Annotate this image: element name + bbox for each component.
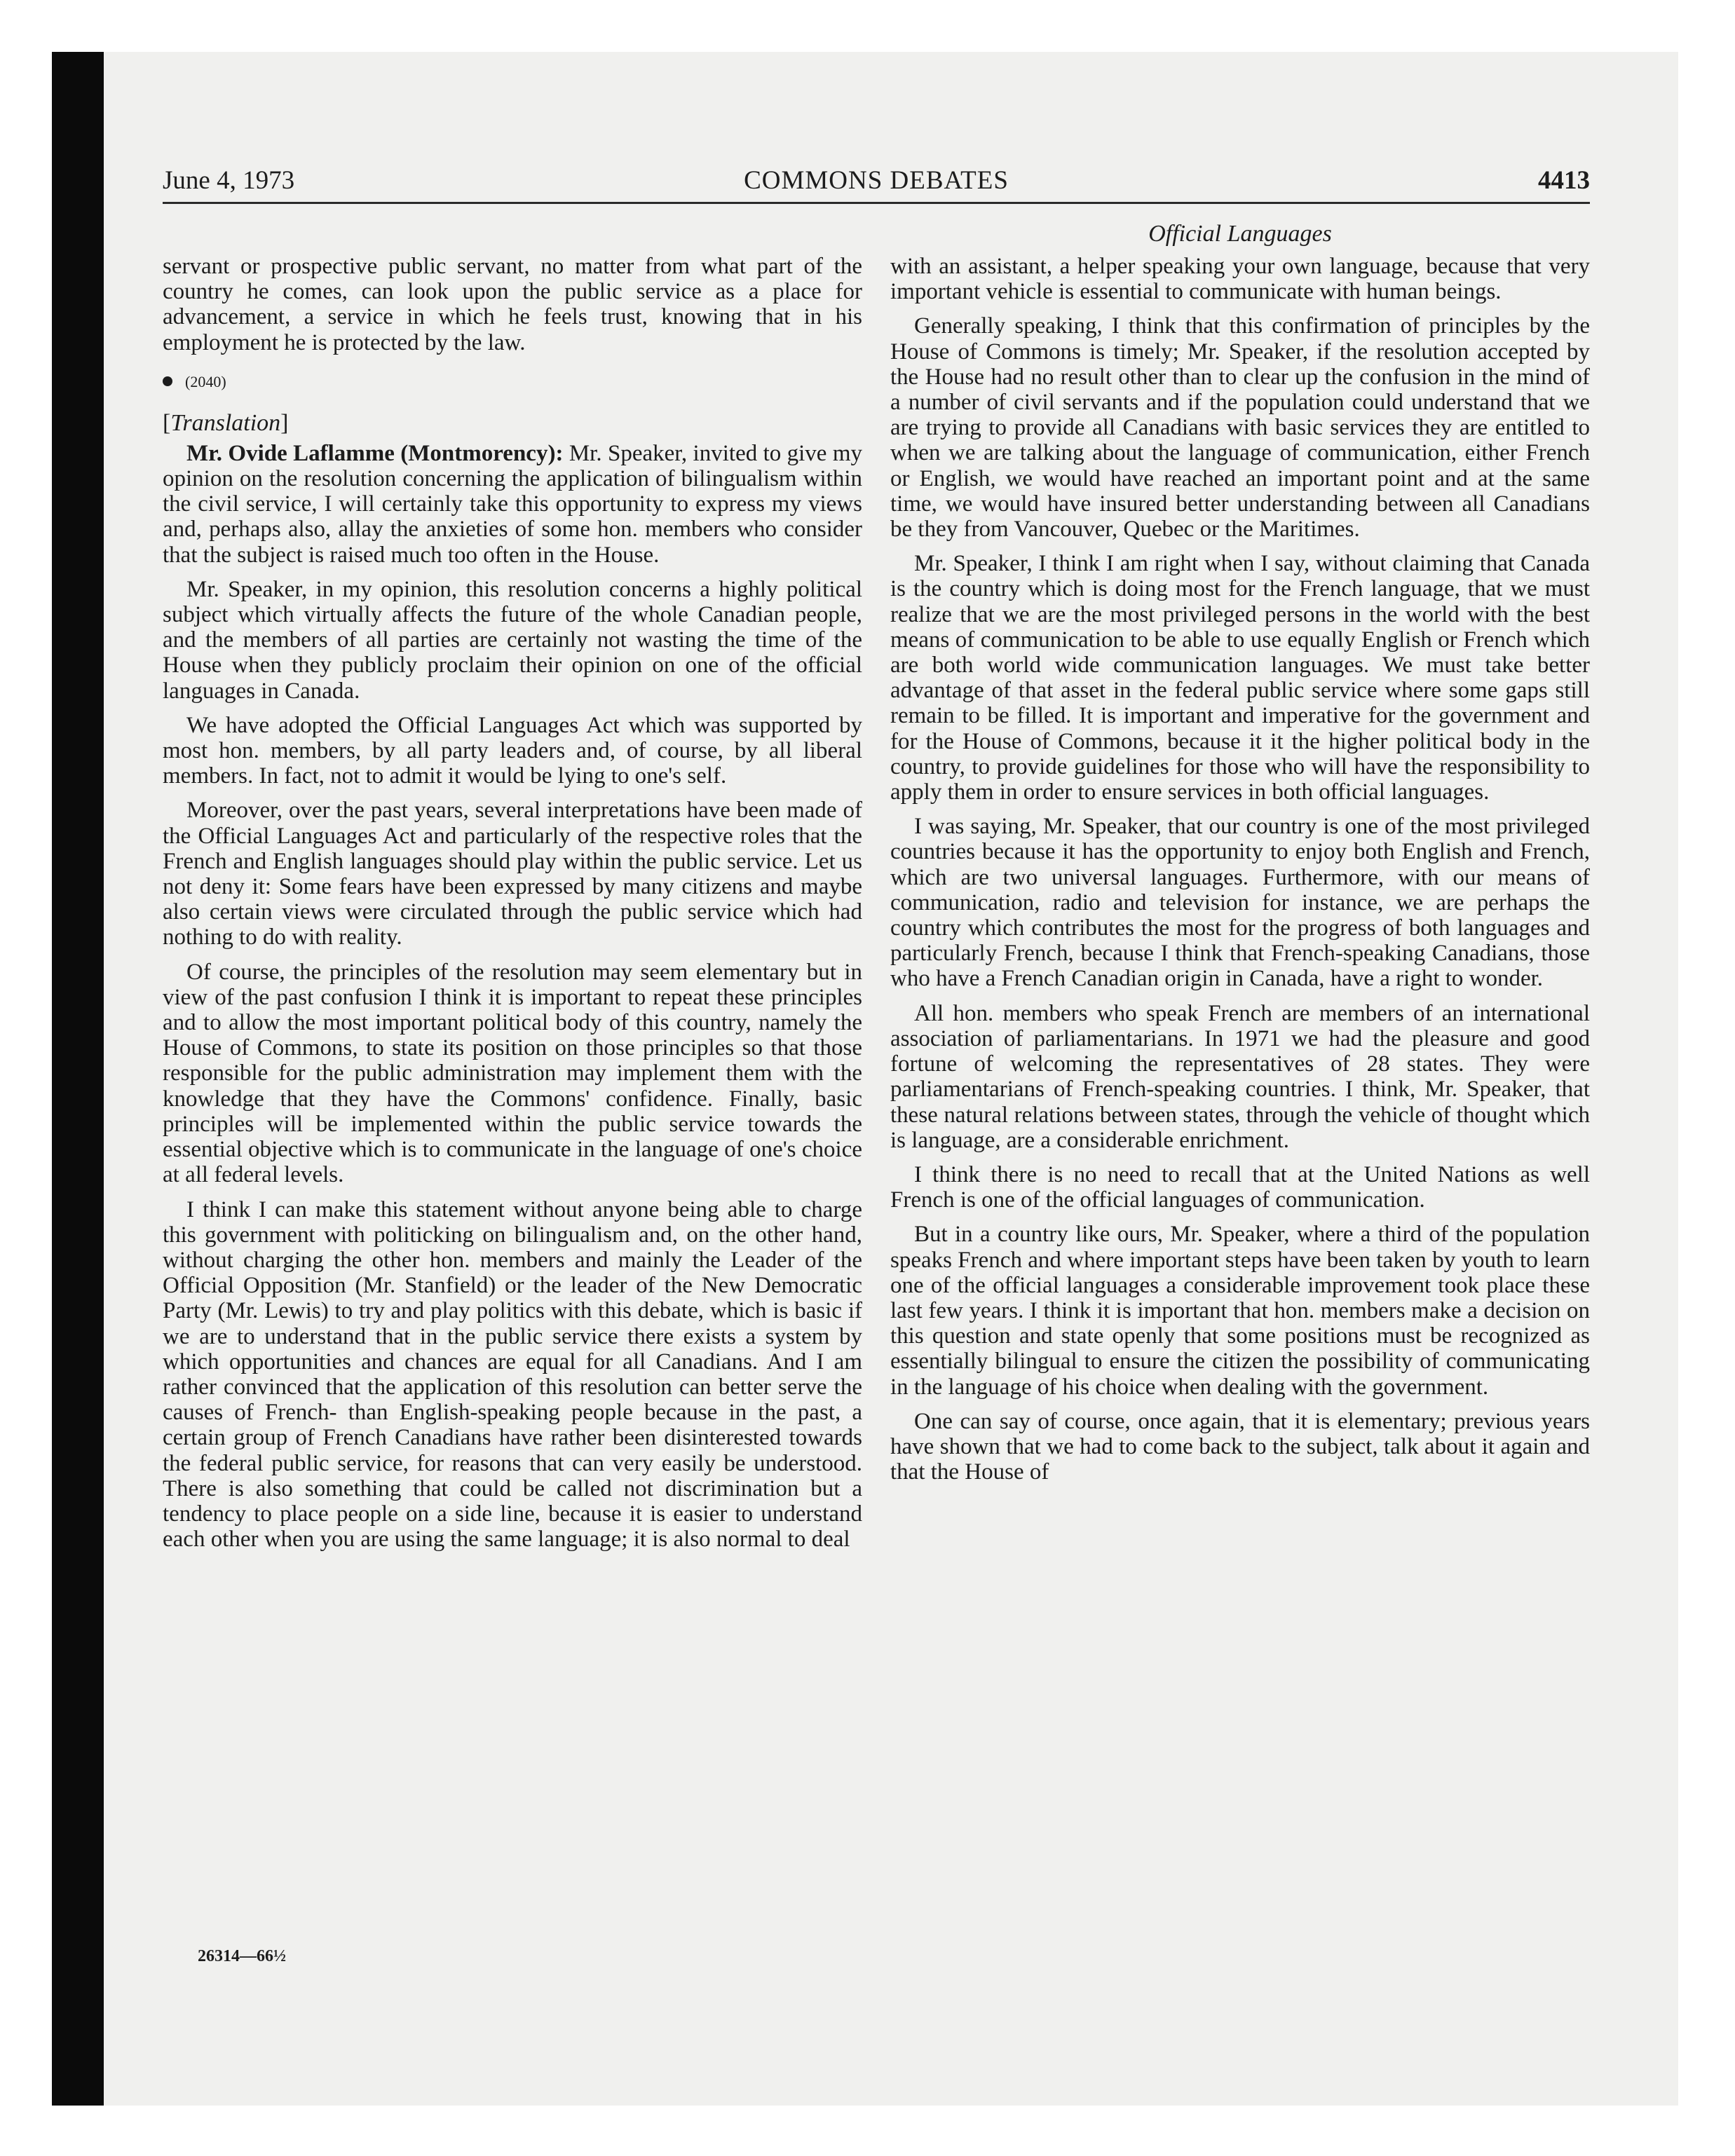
speaker-name: Mr. Ovide Laflamme (Montmorency): [186,440,564,466]
binding-edge [52,52,104,2106]
paragraph: servant or prospective public servant, no matter from what part of the country he comes, can look upon the public service as a place for advancement, a service in which he feels trust, knowing that in his employment he is protected by the law. [163,254,862,355]
paragraph: We have adopted the Official Languages Act which was supported by most hon. members, by all party leaders and, of course, by all liberal members. In fact, not to admit it would be lying to one's self. [163,712,862,789]
paragraph: All hon. members who speak French are members of an international association of parliamentarians. In 1971 we had the pleasure and good fortune of welcoming the representatives of 28 states. They were parliamentarians of French-speaking countries. I think, Mr. Speaker, that these natural relations between states, through the vehicle of thought which is language, are a considerable enrichment. [890,1000,1590,1153]
time-marker [163,368,862,396]
paragraph: Moreover, over the past years, several interpretations have been made of the Official Languages Act and particularly of the respective roles that the French and English languages should play within the public service. Let us not deny it: Some fears have been expressed by many citizens and maybe also certain views were circulated through the public service which had nothing to do with reality. [163,798,862,950]
paragraph: I was saying, Mr. Speaker, that our country is one of the most privileged countries because it has the opportunity to enjoy both English and French, which are two universal languages. Furthermore, with our means of communication, radio and television for instance, we are perhaps the country which contributes the most for the progress of both languages and particularly French, because I think that French-speaking Canadians, those who have a French Canadian origin in Canada, have a right to wonder. [890,814,1590,992]
translation-label-text: Translation [170,409,281,436]
paragraph: One can say of course, once again, that it is elementary; previous years have shown that we had to come back to the subject, talk about it again and that the House of [890,1408,1590,1485]
paragraph: I think there is no need to recall that at the United Nations as well French is one of the official languages of communication. [890,1161,1590,1213]
bullet-icon [163,376,172,386]
header-title: COMMONS DEBATES [744,166,1009,195]
time-marker-text: (2040) [185,372,226,390]
paragraph-text: Mr. Speaker, invited to give my opinion on the resolution concerning the application of bilingualism within the civil service, I will certainly take this opportunity to express my views and, perhaps also, allay the anxieties of some hon. members who consider that the subject is raised much too often in the House. [163,440,863,568]
paragraph [163,441,862,568]
header-date: June 4, 1973 [163,166,295,195]
right-column [890,254,1590,1494]
page-header [163,160,1590,204]
paragraph: Generally speaking, I think that this confirmation of principles by the House of Commons is timely; Mr. Speaker, if the resolution accepted by the House had no result other than to clear up the confusion in the mind of a number of civil servants and if the population could understand that we are trying to provide all Canadians with basic services they are entitled to when we are talking about the language of communication, either French or English, we would have reached an important point and at the same time, we would have insured better understanding between all Canadians be they from Vancouver, Quebec or the Maritimes. [890,313,1590,543]
paragraph: with an assistant, a helper speaking your own language, because that very important vehicle is essential to communicate with human beings. [890,254,1590,305]
paragraph: Of course, the principles of the resolution may seem elementary but in view of the past confusion I think it is important to repeat these principles and to allow the most important political body of this country, namely the House of Commons, to state its position on those principles so that those responsible for the public administration may implement them with the knowledge that they have the Commons' confidence. Finally, basic principles will be implemented within the public service towards the essential objective which is to communicate in the language of one's choice at all federal levels. [163,959,862,1188]
paragraph: Mr. Speaker, I think I am right when I say, without claiming that Canada is the country which is doing most for the French language, that we must realize that we are the most privileged persons in the world with the best means of communication to be able to use equally English or French which are both world wide communication languages. We must take better advantage of that asset in the federal public service where some gaps still remain to be filled. It is important and imperative for the government and for the House of Commons, because it it the higher political body in the country, to provide guidelines for those who will have the responsibility to apply them in order to ensure services in both official languages. [890,551,1590,805]
translation-label: [Translation] [163,409,289,436]
footer-code: 26314—66½ [198,1947,286,1965]
paragraph: But in a country like ours, Mr. Speaker, where a third of the population speaks French and where important steps have been taken by youth to learn one of the official languages a considerable improvement took place these last few years. I think it is important that hon. members make a decision on this question and state openly that some positions must be recognized as essentially bilingual to ensure the citizen the possibility of communicating in the language of his choice when dealing with the government. [890,1222,1590,1400]
paragraph: Mr. Speaker, in my opinion, this resolution concerns a highly political subject which virtually affects the future of the whole Canadian people, and the members of all parties are certainly not wasting the time of the House when they publicly proclaim their opinion on one of the official languages in Canada. [163,576,862,704]
paragraph: I think I can make this statement without anyone being able to charge this government with politicking on bilingualism and, on the other hand, without charging the other hon. members and mainly the Leader of the Official Opposition (Mr. Stanfield) or the leader of the New Democratic Party (Mr. Lewis) to try and play politics with this debate, which is basic if we are to understand that in the public service there exists a system by which opportunities and chances are equal for all Canadians. And I am rather convinced that the application of this resolution can better serve the causes of French- than English-speaking people because in the past, a certain group of French Canadians have rather been disinterested towards the federal public service, for reasons that can very easily be understood. There is also something that could be called not discrimination but a tendency to place people on a side line, because it is easier to understand each other when you are using the same language; it is also normal to deal [163,1196,862,1553]
page-number: 4413 [1538,166,1590,195]
section-subhead: Official Languages [1148,221,1332,247]
left-column [163,254,862,1561]
